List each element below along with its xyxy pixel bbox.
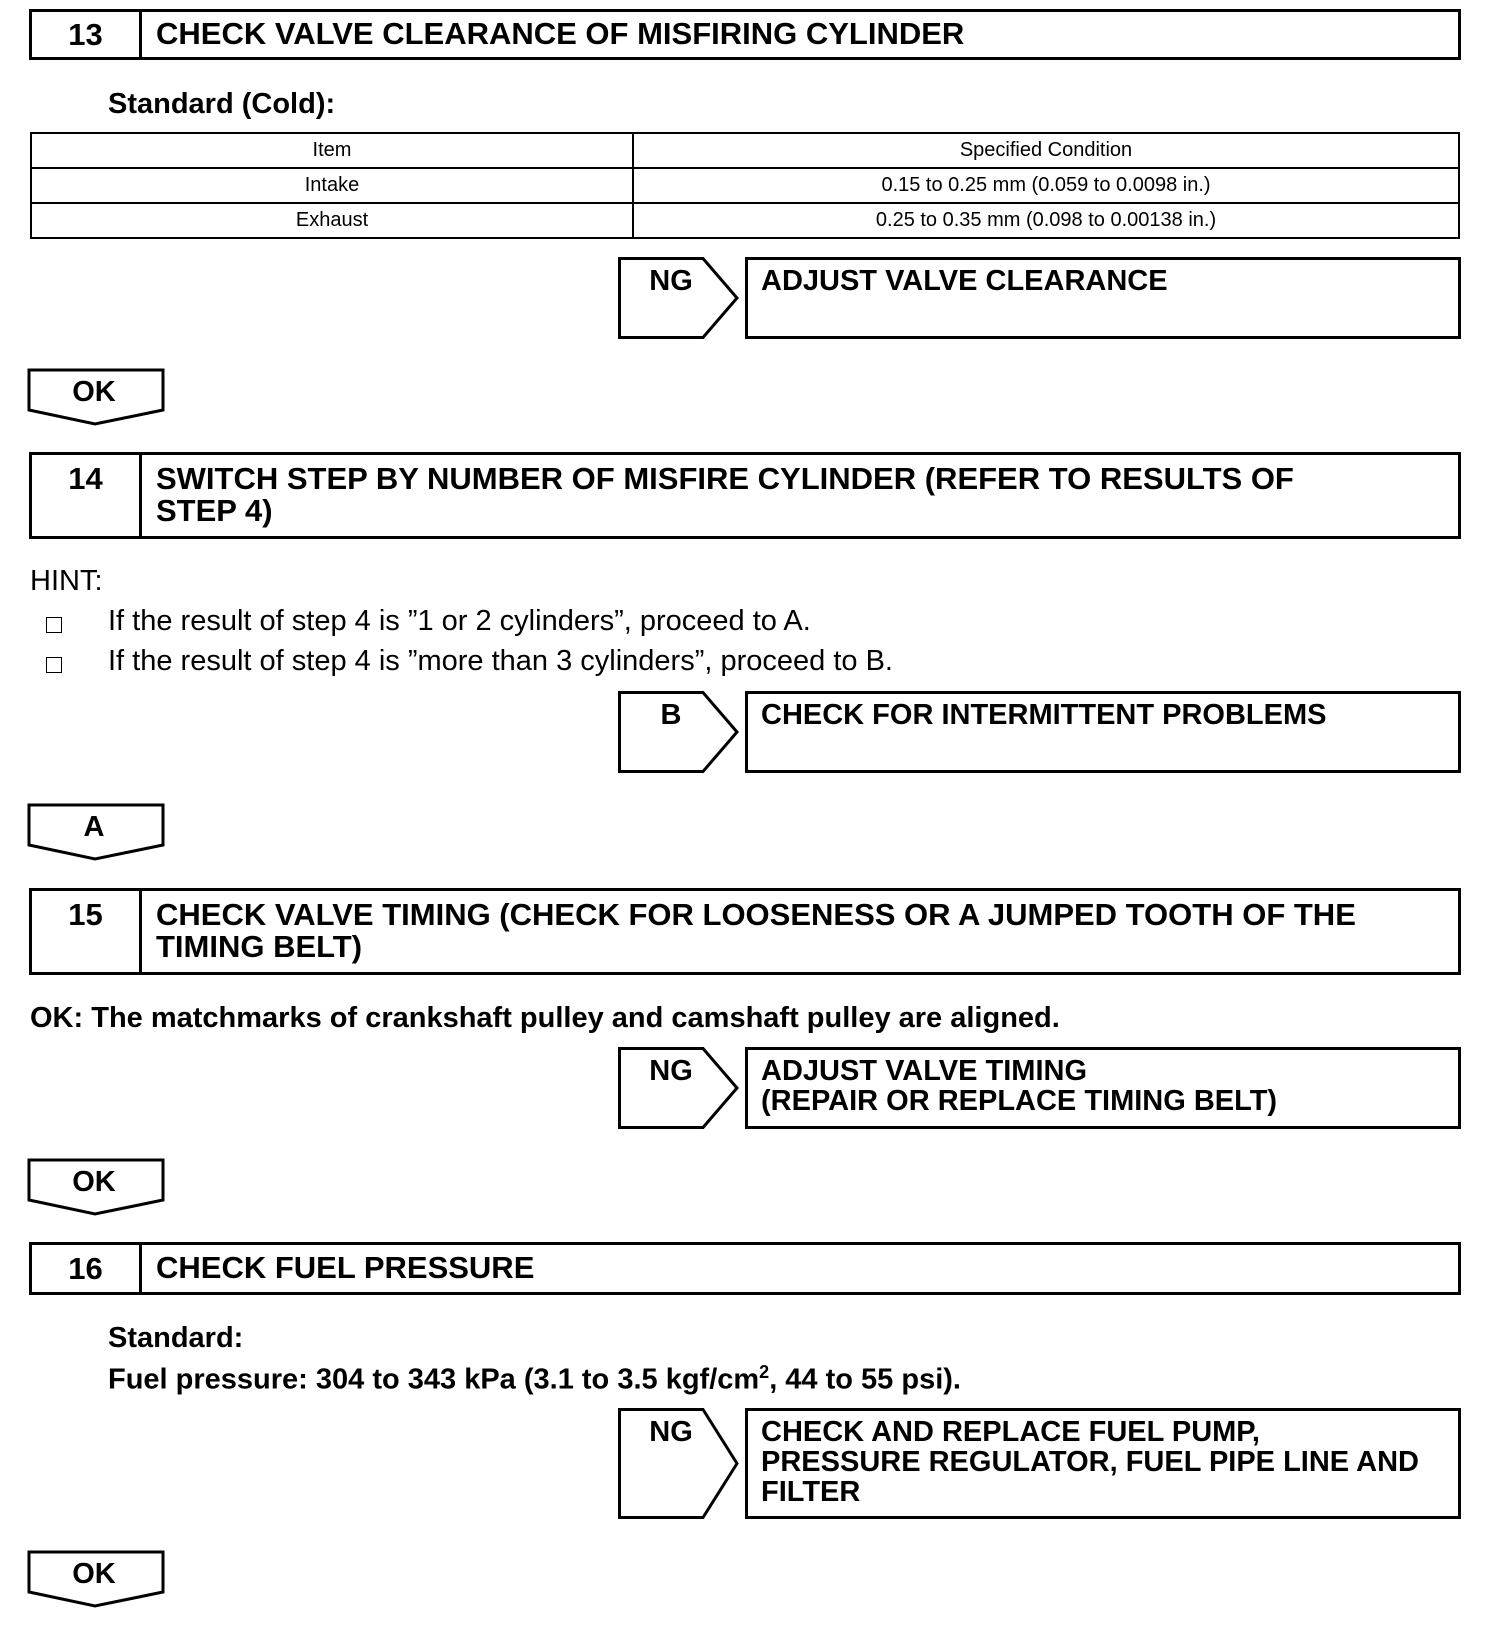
ok-label: OK (72, 1558, 116, 1590)
step-13-header (29, 9, 1461, 60)
ok-branch-tab (27, 1158, 167, 1216)
ng-action-line: FILTER (761, 1476, 861, 1508)
table-cell: Intake (31, 168, 633, 203)
step-title (156, 899, 1448, 963)
table-header-cell: Specified Condition (633, 133, 1459, 168)
table-row (31, 168, 1459, 203)
ng-action-line: CHECK AND REPLACE FUEL PUMP, (761, 1416, 1260, 1448)
ng-branch-arrow (618, 1047, 740, 1129)
step-title: CHECK FUEL PRESSURE (156, 1250, 535, 1285)
ok-label: OK (72, 1166, 116, 1198)
fuel-pressure-text: , 44 to 55 psi). (769, 1363, 961, 1396)
superscript: 2 (759, 1362, 770, 1382)
table-cell: 0.15 to 0.25 mm (0.059 to 0.0098 in.) (633, 168, 1459, 203)
ng-action-text: ADJUST VALVE CLEARANCE (761, 265, 1168, 297)
step-15-header (29, 888, 1461, 975)
ng-branch-arrow (618, 257, 740, 339)
ok-condition-text: The matchmarks of crankshaft pulley and camshaft pulley are aligned. (91, 1002, 1060, 1034)
hint-item: If the result of step 4 is ”1 or 2 cylinders”, proceed to A. (108, 605, 811, 637)
ok-branch-tab (27, 368, 167, 426)
b-action-text: CHECK FOR INTERMITTENT PROBLEMS (761, 699, 1327, 731)
table-header-cell: Item (31, 133, 633, 168)
bullet-square-icon (46, 657, 62, 673)
b-branch-arrow (618, 691, 740, 773)
step-title: CHECK VALVE CLEARANCE OF MISFIRING CYLINDER (156, 16, 965, 51)
ok-prefix: OK: (30, 1002, 84, 1034)
ng-label: NG (649, 265, 693, 297)
ng-label: NG (649, 1055, 693, 1087)
step-title (156, 463, 1448, 527)
table-cell: Exhaust (31, 203, 633, 238)
b-label: B (660, 699, 682, 731)
ng-action-box (745, 1047, 1461, 1129)
ng-action-line: (REPAIR OR REPLACE TIMING BELT) (761, 1085, 1278, 1117)
step-number: 13 (32, 12, 142, 57)
step-title-line: STEP 4) (156, 493, 273, 528)
valve-clearance-table (30, 132, 1460, 239)
step-title-line: CHECK VALVE TIMING (CHECK FOR LOOSENESS OR A JUMPED TOOTH OF THE (156, 897, 1356, 932)
step-title-line: SWITCH STEP BY NUMBER OF MISFIRE CYLINDER (REFER TO RESULTS OF (156, 461, 1294, 496)
standard-label: Standard (Cold): (108, 88, 336, 120)
table-cell: 0.25 to 0.35 mm (0.098 to 0.00138 in.) (633, 203, 1459, 238)
hint-item: If the result of step 4 is ”more than 3 cylinders”, proceed to B. (108, 645, 893, 677)
ok-condition (30, 1002, 1060, 1035)
bullet-square-icon (46, 617, 62, 633)
ng-action-line: PRESSURE REGULATOR, FUEL PIPE LINE AND (761, 1446, 1419, 1478)
step-title-line: TIMING BELT) (156, 929, 363, 964)
a-label: A (83, 811, 105, 843)
ng-action-box (745, 257, 1461, 339)
step-14-header (29, 452, 1461, 539)
table-row (31, 203, 1459, 238)
a-branch-tab (27, 803, 167, 861)
ng-action-line: ADJUST VALVE TIMING (761, 1055, 1087, 1087)
b-action-box (745, 691, 1461, 773)
ok-label: OK (72, 376, 116, 408)
step-number: 14 (32, 455, 142, 536)
step-number: 16 (32, 1245, 142, 1292)
ng-label: NG (649, 1416, 693, 1448)
table-header-row (31, 133, 1459, 168)
hint-label: HINT: (30, 565, 103, 597)
fuel-pressure-text: Fuel pressure: 304 to 343 kPa (3.1 to 3.5 kgf/cm (108, 1363, 760, 1396)
ng-branch-arrow (618, 1408, 740, 1519)
ng-action-box (745, 1408, 1461, 1519)
fuel-pressure-spec (108, 1362, 961, 1397)
step-16-header (29, 1242, 1461, 1295)
standard-label: Standard: (108, 1322, 244, 1354)
step-number: 15 (32, 891, 142, 972)
ok-branch-tab (27, 1550, 167, 1608)
